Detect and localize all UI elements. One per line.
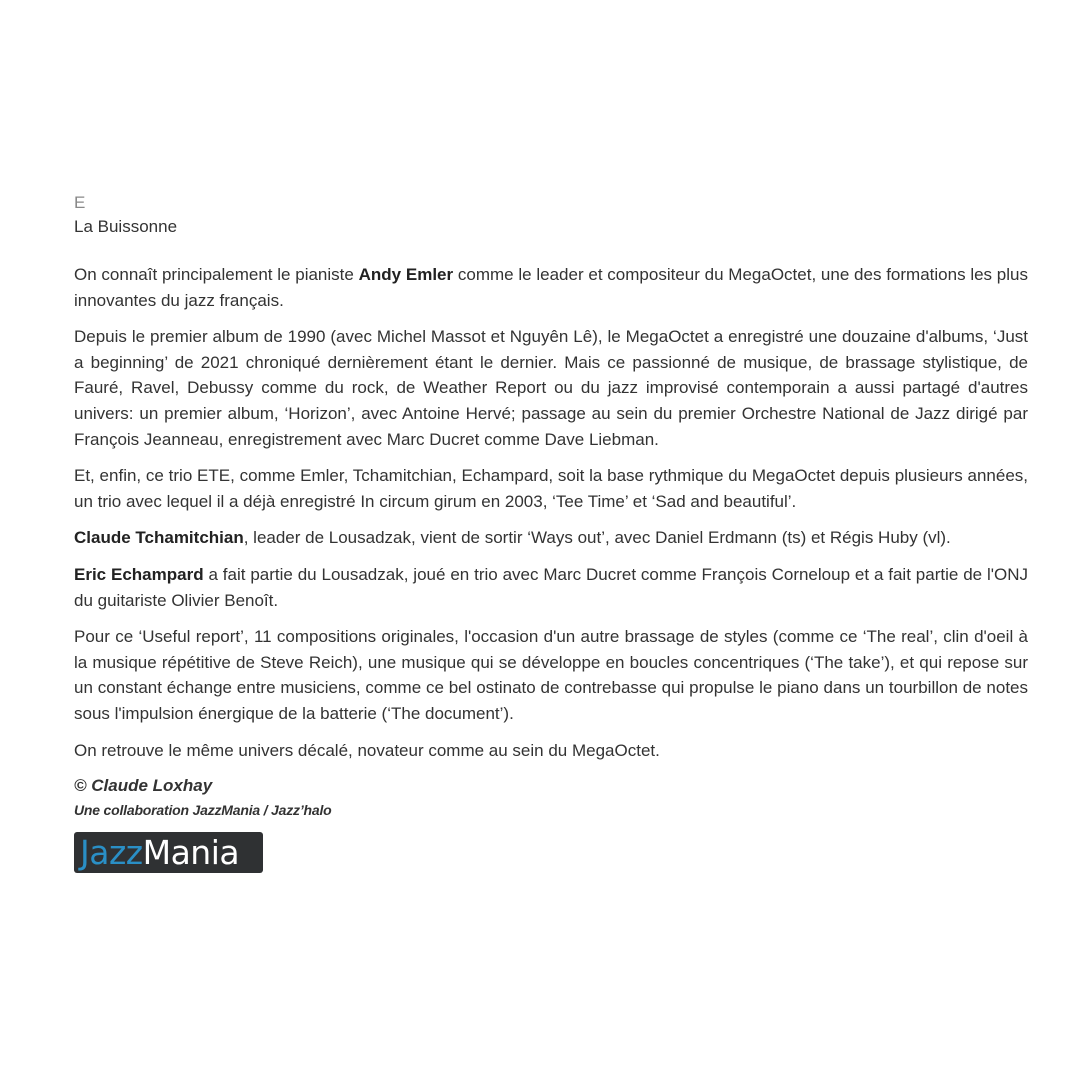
- record-label: La Buissonne: [74, 217, 178, 236]
- bold-name: Eric Echampard: [74, 564, 204, 584]
- collaboration-note: Une collaboration JazzMania / Jazz’halo: [74, 802, 332, 819]
- paragraph: [74, 262, 1028, 313]
- paragraph-text: On retrouve le même univers décalé, novateur comme au sein du MegaOctet.: [74, 740, 660, 760]
- logo-part-jazz: Jazz: [80, 833, 143, 873]
- paragraph-text: , leader de Lousadzak, vient de sortir ‘Ways out’, avec Daniel Erdmann (ts) et Régis Huby (vl).: [243, 528, 951, 548]
- paragraph: [74, 738, 1028, 764]
- author-credit: © Claude Loxhay: [74, 776, 213, 796]
- paragraph-text: comme le leader et compositeur du MegaOctet, une des formations les plus innovantes du jazz français.: [74, 265, 1028, 310]
- paragraph-text: Et, enfin, ce trio ETE, comme Emler, Tchamitchian, Echampard, soit la base rythmique du MegaOctet depuis plusieurs années, un trio avec lequel il a déjà enregistré In circum girum en 2003, ‘Tee Time’ et ‘Sad and beautiful’.: [74, 466, 1028, 511]
- paragraph: [74, 562, 1028, 613]
- bold-name: Claude Tchamitchian: [74, 528, 244, 548]
- paragraph-text: On connaît principalement le pianiste: [74, 265, 359, 284]
- header-letter: E: [74, 193, 86, 212]
- jazzmania-logo[interactable]: [74, 832, 263, 873]
- paragraph-text: a fait partie du Lousadzak, joué en trio avec Marc Ducret comme François Corneloup et a fait partie de l'ONJ du guitariste Olivier Benoît.: [74, 564, 1028, 610]
- paragraph: [74, 324, 1028, 452]
- logo-part-mania: Mania: [142, 833, 240, 873]
- paragraph-text: Depuis le premier album de 1990 (avec Michel Massot et Nguyên Lê), le MegaOctet a enregistré une douzaine d'albums, ‘Just a beginning’ de 2021 chroniqué dernièrement étant le dernier. Mais ce passionné de musique, de brassage stylistique, de Fauré, Ravel, Debussy comme du rock, de Weather Report ou du jazz improvisé contemporain a aussi partagé d'autres univers: un premier album, ‘Horizon’, avec Antoine Hervé; passage au sein du premier Orchestre National de Jazz dirigé par François Jeanneau, enregistrement avec Marc Ducret comme Dave Liebman.: [74, 327, 1028, 449]
- paragraph: [74, 463, 1028, 514]
- paragraph: [74, 525, 1028, 551]
- paragraph-text: Pour ce ‘Useful report’, 11 compositions originales, l'occasion d'un autre brassage de styles (comme ce ‘The real’, clin d'oeil à la musique répétitive de Steve Reich), une musique qui se développe en boucles concentriques (‘The take’), et qui repose sur un constant échange entre musiciens, comme ce bel ostinato de contrebasse qui propulse le piano dans un tourbillon de notes sous l'impulsion énergique de la batterie (‘The document’).: [74, 627, 1028, 723]
- article: [74, 193, 1028, 878]
- bold-name: Andy Emler: [358, 265, 454, 284]
- paragraph: [74, 624, 1028, 726]
- article-body: [74, 262, 1028, 763]
